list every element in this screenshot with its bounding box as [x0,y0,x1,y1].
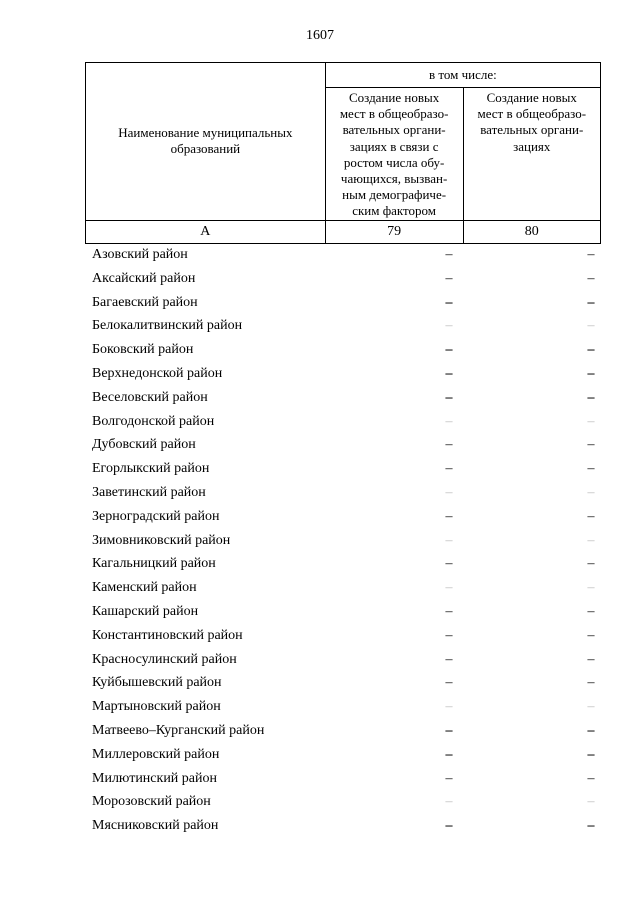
row-value-80: – [587,746,595,762]
col-80-line: зациях [513,138,551,154]
page-number: 1607 [306,28,334,43]
row-value-80: – [587,389,595,405]
column-letter-a: А [86,220,326,243]
row-value-79: – [445,484,453,500]
row-value-79: – [445,603,453,619]
row-name: Константиновский район [92,627,243,643]
row-value-80: – [587,270,595,286]
row-value-79: – [445,461,453,477]
row-value-80: – [587,722,595,738]
row-name: Мартыновский район [92,699,221,715]
row-name: Зерноградский район [92,508,220,524]
row-value-80: – [587,818,595,834]
row-name: Миллеровский район [92,746,220,762]
row-value-79: – [445,818,453,834]
row-name: Азовский район [92,247,188,262]
table-row [92,457,597,481]
data-rows [92,243,597,838]
table-row [92,624,597,648]
row-value-80: – [587,318,595,334]
row-value-79: – [445,294,453,310]
table-row [92,338,597,362]
col-80-line: вательных органи- [480,122,584,138]
column-number-79: 79 [325,220,463,243]
col-79-line: зациях в связи с [349,138,439,154]
row-value-80: – [587,627,595,643]
row-name: Матвеево–Курганский район [92,722,265,738]
row-value-80: – [587,508,595,524]
table-row [92,362,597,386]
row-name: Верхнедонской район [92,365,223,381]
table-row [92,529,597,553]
table-row [92,576,597,600]
row-name: Волгодонской район [92,413,215,429]
row-value-80: – [587,603,595,619]
header-table [85,62,601,244]
table-row [92,314,597,338]
row-value-79: – [445,746,453,762]
table-row [92,790,597,814]
row-value-79: – [445,770,453,786]
row-value-79: – [445,580,453,596]
row-value-80: – [587,294,595,310]
row-name: Милютинский район [92,770,218,786]
row-name: Зимовниковский район [92,532,231,548]
row-value-80: – [587,365,595,381]
row-name: Белокалитвинский район [92,318,243,334]
including-header: в том числе: [325,63,600,88]
row-name: Морозовский район [92,794,211,810]
table-row [92,695,597,719]
row-name: Аксайский район [92,270,196,286]
row-name: Багаевский район [92,294,198,310]
name-column-header: Наименование муниципальных образований [86,63,326,221]
col-79-line: ростом числа обу- [343,154,445,170]
row-value-79: – [445,270,453,286]
table-row [92,386,597,410]
row-value-79: – [445,342,453,358]
column-number-80: 80 [463,220,600,243]
row-name: Куйбышевский район [92,675,222,691]
row-name: Кашарский район [92,603,199,619]
table-row [92,481,597,505]
row-value-79: – [445,413,453,429]
table-row [92,433,597,457]
table-row [92,243,597,267]
col-80-line: Создание новых [486,90,577,105]
column-79-header [325,88,463,221]
row-value-80: – [587,794,595,810]
row-value-79: – [445,318,453,334]
row-value-80: – [587,413,595,429]
row-value-79: – [445,699,453,715]
row-value-79: – [445,722,453,738]
row-name: Красносулинский район [92,651,237,667]
table-row [92,814,597,838]
col-79-line: мест в общеобразо- [339,106,449,122]
table-row [92,743,597,767]
row-name: Дубовский район [92,437,196,453]
row-value-80: – [587,532,595,548]
row-name: Мясниковский район [92,818,219,834]
row-value-80: – [587,247,595,262]
row-value-80: – [587,651,595,667]
row-value-79: – [445,627,453,643]
row-name: Заветинский район [92,484,206,500]
row-name: Каменский район [92,580,197,596]
row-name: Егорлыкский район [92,461,210,477]
row-value-79: – [445,365,453,381]
table-row [92,600,597,624]
col-79-line: чающихся, вызван- [340,171,448,187]
table-row [92,267,597,291]
table-row [92,767,597,791]
table-row [92,291,597,315]
row-value-80: – [587,675,595,691]
table-row [92,505,597,529]
col-79-line: вательных органи- [342,122,446,138]
col-79-line: ным демографиче- [342,187,447,203]
row-value-80: – [587,699,595,715]
table-row [92,410,597,434]
row-value-79: – [445,794,453,810]
row-value-79: – [445,247,453,262]
table-row [92,719,597,743]
row-value-79: – [445,532,453,548]
row-value-80: – [587,556,595,572]
row-value-80: – [587,437,595,453]
row-value-79: – [445,675,453,691]
row-value-79: – [445,508,453,524]
table-row [92,671,597,695]
row-value-79: – [445,651,453,667]
col-79-line: Создание новых [349,90,440,105]
row-value-79: – [445,389,453,405]
row-value-79: – [445,556,453,572]
column-80-header [463,88,600,221]
table-row [92,648,597,672]
row-name: Кагальницкий район [92,556,216,572]
row-value-80: – [587,580,595,596]
row-value-80: – [587,484,595,500]
row-value-80: – [587,461,595,477]
col-79-line: ским фактором [352,203,437,219]
row-value-80: – [587,770,595,786]
row-value-80: – [587,342,595,358]
row-value-79: – [445,437,453,453]
row-name: Боковский район [92,342,194,358]
col-80-line: мест в общеобразо- [477,106,587,122]
table-row [92,552,597,576]
row-name: Веселовский район [92,389,208,405]
